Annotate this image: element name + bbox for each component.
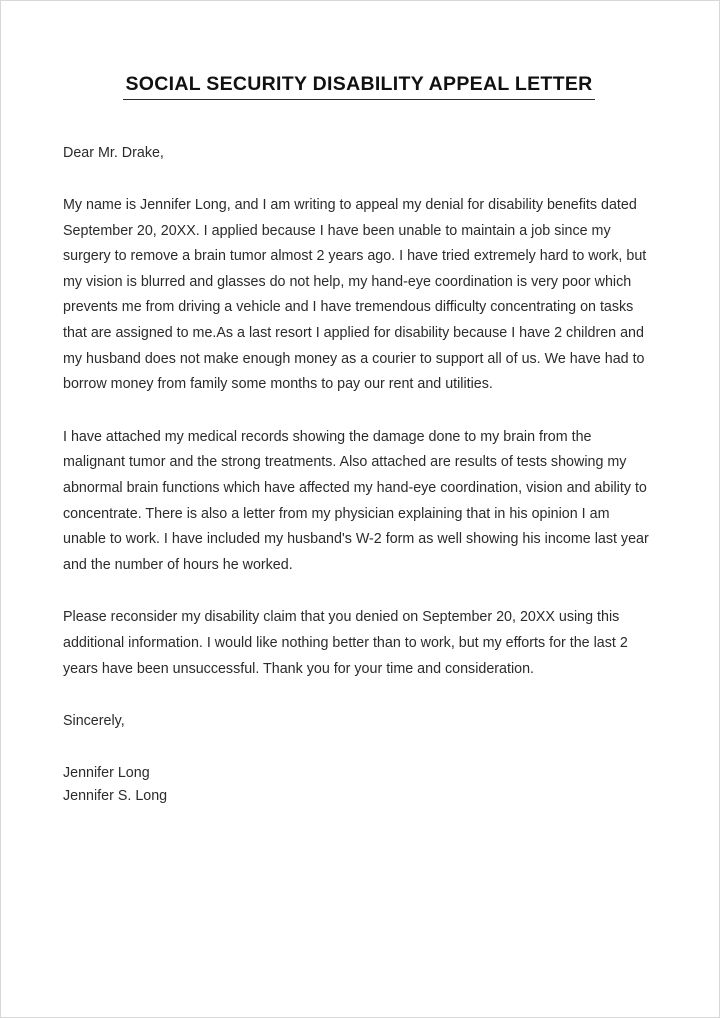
page-title — [63, 73, 655, 100]
salutation: Dear Mr. Drake, — [63, 145, 164, 161]
signature-full-name: Jennifer S. Long — [63, 787, 168, 804]
signature-name: Jennifer Long — [63, 764, 150, 781]
closing: Sincerely, — [63, 713, 125, 730]
paragraph-1: My name is Jennifer Long, and I am writing to appeal my denial for disability benefits dated September 20, 20XX. I applied because I have been unable to maintain a job since my surgery to remove a brain tumor almost 2 years ago. I have tried extremely hard to work, but my vision is blurred and glasses do not help, my hand-eye coordination is very poor which prevents me from driving a vehicle and I have tremendous difficulty concentrating on tasks that are assigned to me.As a last resort I applied for disability because I have 2 children and my husband does not make enough money as a courier to support all of us. We have had to borrow money from family some months to pay our rent and utilities. — [63, 197, 647, 393]
letter-title-text: SOCIAL SECURITY DISABILITY APPEAL LETTER — [123, 73, 594, 100]
paragraph-2: I have attached my medical records showing the damage done to my brain from the malignant tumor and the strong treatments. Also attached are results of tests showing my abnormal brain functions which have affected my hand-eye coordination, vision and ability to concentrate. There is also a letter from my physician explaining that in his opinion I am unable to work. I have included my husband's W-2 form as well showing his income last year and the number of hours he worked. — [63, 428, 649, 573]
signature-block — [63, 762, 655, 808]
paragraph-3: Please reconsider my disability claim that you denied on September 20, 20XX using this additional information. I would like nothing better than to work, but my efforts for the last 2 years have been unsuccessful. Thank you for your time and consideration. — [63, 609, 628, 677]
letter-body — [63, 73, 655, 808]
